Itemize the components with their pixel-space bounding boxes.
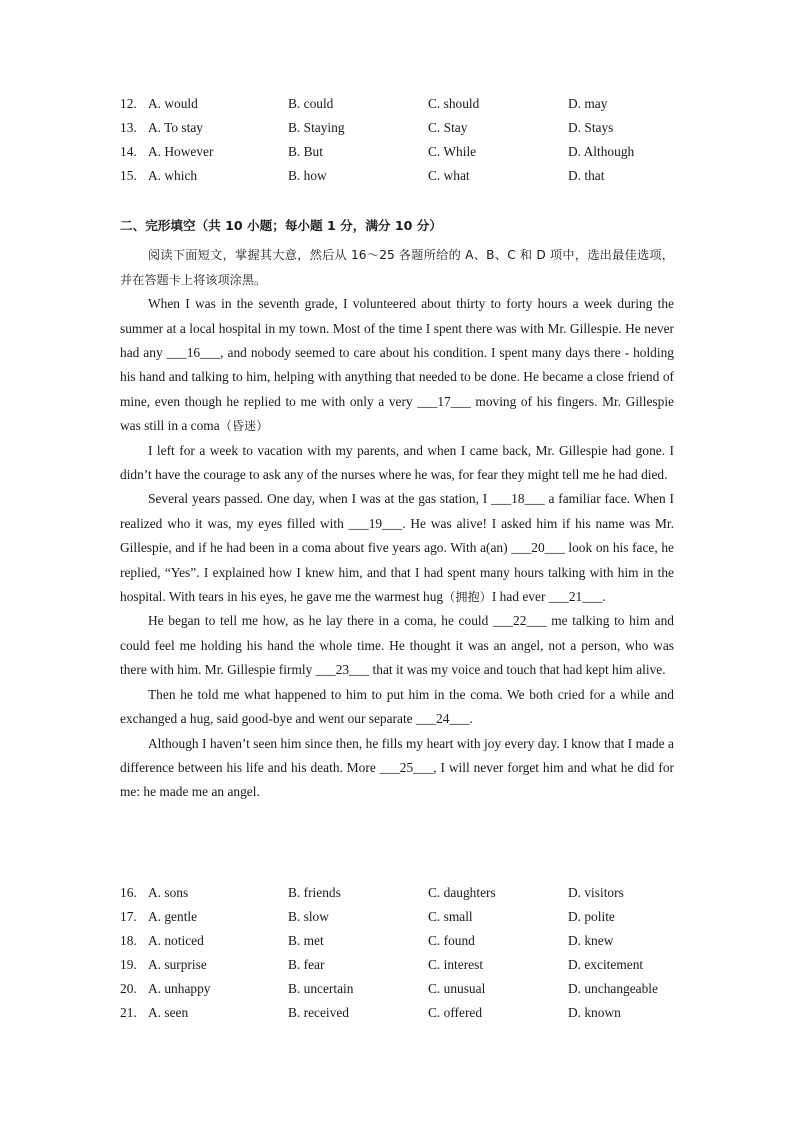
paragraph-text: Several years passed. One day, when I was at the gas station, I ___18___ a familiar face. When I realized who it was, my eyes filled with ___19___. He was alive! I asked him if his name was Mr. Gillespie, and if he had been in a coma about five years ago. With a(an) ___20___ look on his face, he replied, “Yes”. I explained how I knew him, and that I had spent many hours talking with him in the hospital. With tears in his eyes, he gave me the warmest hug xyxy=(120,491,674,605)
option-row-13 xyxy=(120,116,680,140)
passage-paragraph-6: Although I haven’t seen him since then, he fills my heart with joy every day. I know that I made a difference between his life and his death. More ___25___, I will never forget him and what he did for me: he made me an angel. xyxy=(120,735,674,800)
option-a: A. seen xyxy=(148,1005,189,1020)
gloss-note: （昏迷） xyxy=(219,419,269,434)
option-c: C. daughters xyxy=(428,885,496,900)
passage-paragraph-3 xyxy=(120,487,674,609)
option-c: C. small xyxy=(428,909,473,924)
option-a: A. which xyxy=(148,168,198,183)
paragraph-text: When I was in the seventh grade, I volunteered about thirty to forty hours a week during the summer at a local hospital in my town. Most of the time I spent there was with Mr. Gillespie. He never had any ___16___, and nobody seemed to care about his condition. I spent many days there - holding his hand and talking to him, helping with anything that needed to be done. He became a close friend of mine, even though he replied to me with only a very ___17___ moving of his fingers. Mr. Gillespie was still in a coma xyxy=(120,296,674,434)
option-d: D. knew xyxy=(568,933,614,948)
option-d: D. unchangeable xyxy=(568,981,658,996)
option-row-15 xyxy=(120,164,680,188)
option-c: C. interest xyxy=(428,957,484,972)
paragraph-text-end: I had ever ___21___. xyxy=(491,589,606,605)
option-b: B. slow xyxy=(288,909,329,924)
option-a: A. would xyxy=(148,96,198,111)
option-d: D. may xyxy=(568,96,608,111)
section-instructions: 阅读下面短文，掌握其大意，然后从 16～25 各题所给的 A、B、C 和 D 项中，选出最佳选项，并在答题卡上将该项涂黑。 xyxy=(120,248,674,287)
passage-paragraph-2: I left for a week to vacation with my parents, and when I came back, Mr. Gillespie had gone. I didn’t have the courage to ask any of the nurses where he was, for fear they might tell me he had died. xyxy=(120,442,674,483)
question-number: 13. xyxy=(120,120,137,135)
option-row-18 xyxy=(120,929,680,953)
option-a: A. sons xyxy=(148,885,189,900)
option-a: A. noticed xyxy=(148,933,204,948)
option-d: D. known xyxy=(568,1005,621,1020)
options-top xyxy=(120,92,680,188)
option-c: C. what xyxy=(428,168,470,183)
passage-paragraph-5: Then he told me what happened to him to put him in the coma. We both cried for a while and exchanged a hug, said good-bye and went our separate ___24___. xyxy=(120,686,674,727)
option-b: B. friends xyxy=(288,885,341,900)
option-b: B. could xyxy=(288,96,334,111)
option-c: C. While xyxy=(428,144,477,159)
option-a: A. gentle xyxy=(148,909,198,924)
gloss-note: （拥抱） xyxy=(443,590,492,605)
option-b: B. Staying xyxy=(288,120,345,135)
option-a: A. surprise xyxy=(148,957,207,972)
option-b: B. how xyxy=(288,168,327,183)
option-a: A. However xyxy=(148,144,214,159)
option-b: B. met xyxy=(288,933,324,948)
option-a: A. To stay xyxy=(148,120,203,135)
option-row-16 xyxy=(120,881,680,905)
question-number: 21. xyxy=(120,1005,137,1020)
option-c: C. Stay xyxy=(428,120,468,135)
option-b: B. uncertain xyxy=(288,981,354,996)
option-row-14 xyxy=(120,140,680,164)
section-heading: 二、完形填空（共 10 小题；每小题 1 分，满分 10 分） xyxy=(120,218,442,233)
option-row-17 xyxy=(120,905,680,929)
question-number: 16. xyxy=(120,885,137,900)
passage-paragraph-4: He began to tell me how, as he lay there in a coma, he could ___22___ me talking to him and could feel me holding his hand the whole time. He thought it was an angel, not a person, who was there with him. Mr. Gillespie firmly ___23___ that it was my voice and touch that had kept him alive. xyxy=(120,613,674,678)
option-row-20 xyxy=(120,977,680,1001)
option-a: A. unhappy xyxy=(148,981,211,996)
option-d: D. that xyxy=(568,168,605,183)
option-row-21 xyxy=(120,1001,680,1025)
question-number: 18. xyxy=(120,933,137,948)
passage-paragraph-1 xyxy=(120,292,674,438)
option-row-12 xyxy=(120,92,680,116)
option-d: D. Although xyxy=(568,144,635,159)
option-c: C. found xyxy=(428,933,475,948)
option-row-19 xyxy=(120,953,680,977)
question-number: 19. xyxy=(120,957,137,972)
option-d: D. excitement xyxy=(568,957,644,972)
question-number: 17. xyxy=(120,909,137,924)
option-c: C. unusual xyxy=(428,981,486,996)
option-b: B. But xyxy=(288,144,323,159)
options-bottom xyxy=(120,881,680,1025)
question-number: 15. xyxy=(120,168,137,183)
option-c: C. should xyxy=(428,96,480,111)
option-d: D. visitors xyxy=(568,885,624,900)
question-number: 20. xyxy=(120,981,137,996)
option-b: B. received xyxy=(288,1005,349,1020)
option-d: D. polite xyxy=(568,909,615,924)
cloze-passage xyxy=(120,243,674,805)
option-d: D. Stays xyxy=(568,120,614,135)
option-c: C. offered xyxy=(428,1005,483,1020)
question-number: 12. xyxy=(120,96,137,111)
option-b: B. fear xyxy=(288,957,325,972)
question-number: 14. xyxy=(120,144,137,159)
